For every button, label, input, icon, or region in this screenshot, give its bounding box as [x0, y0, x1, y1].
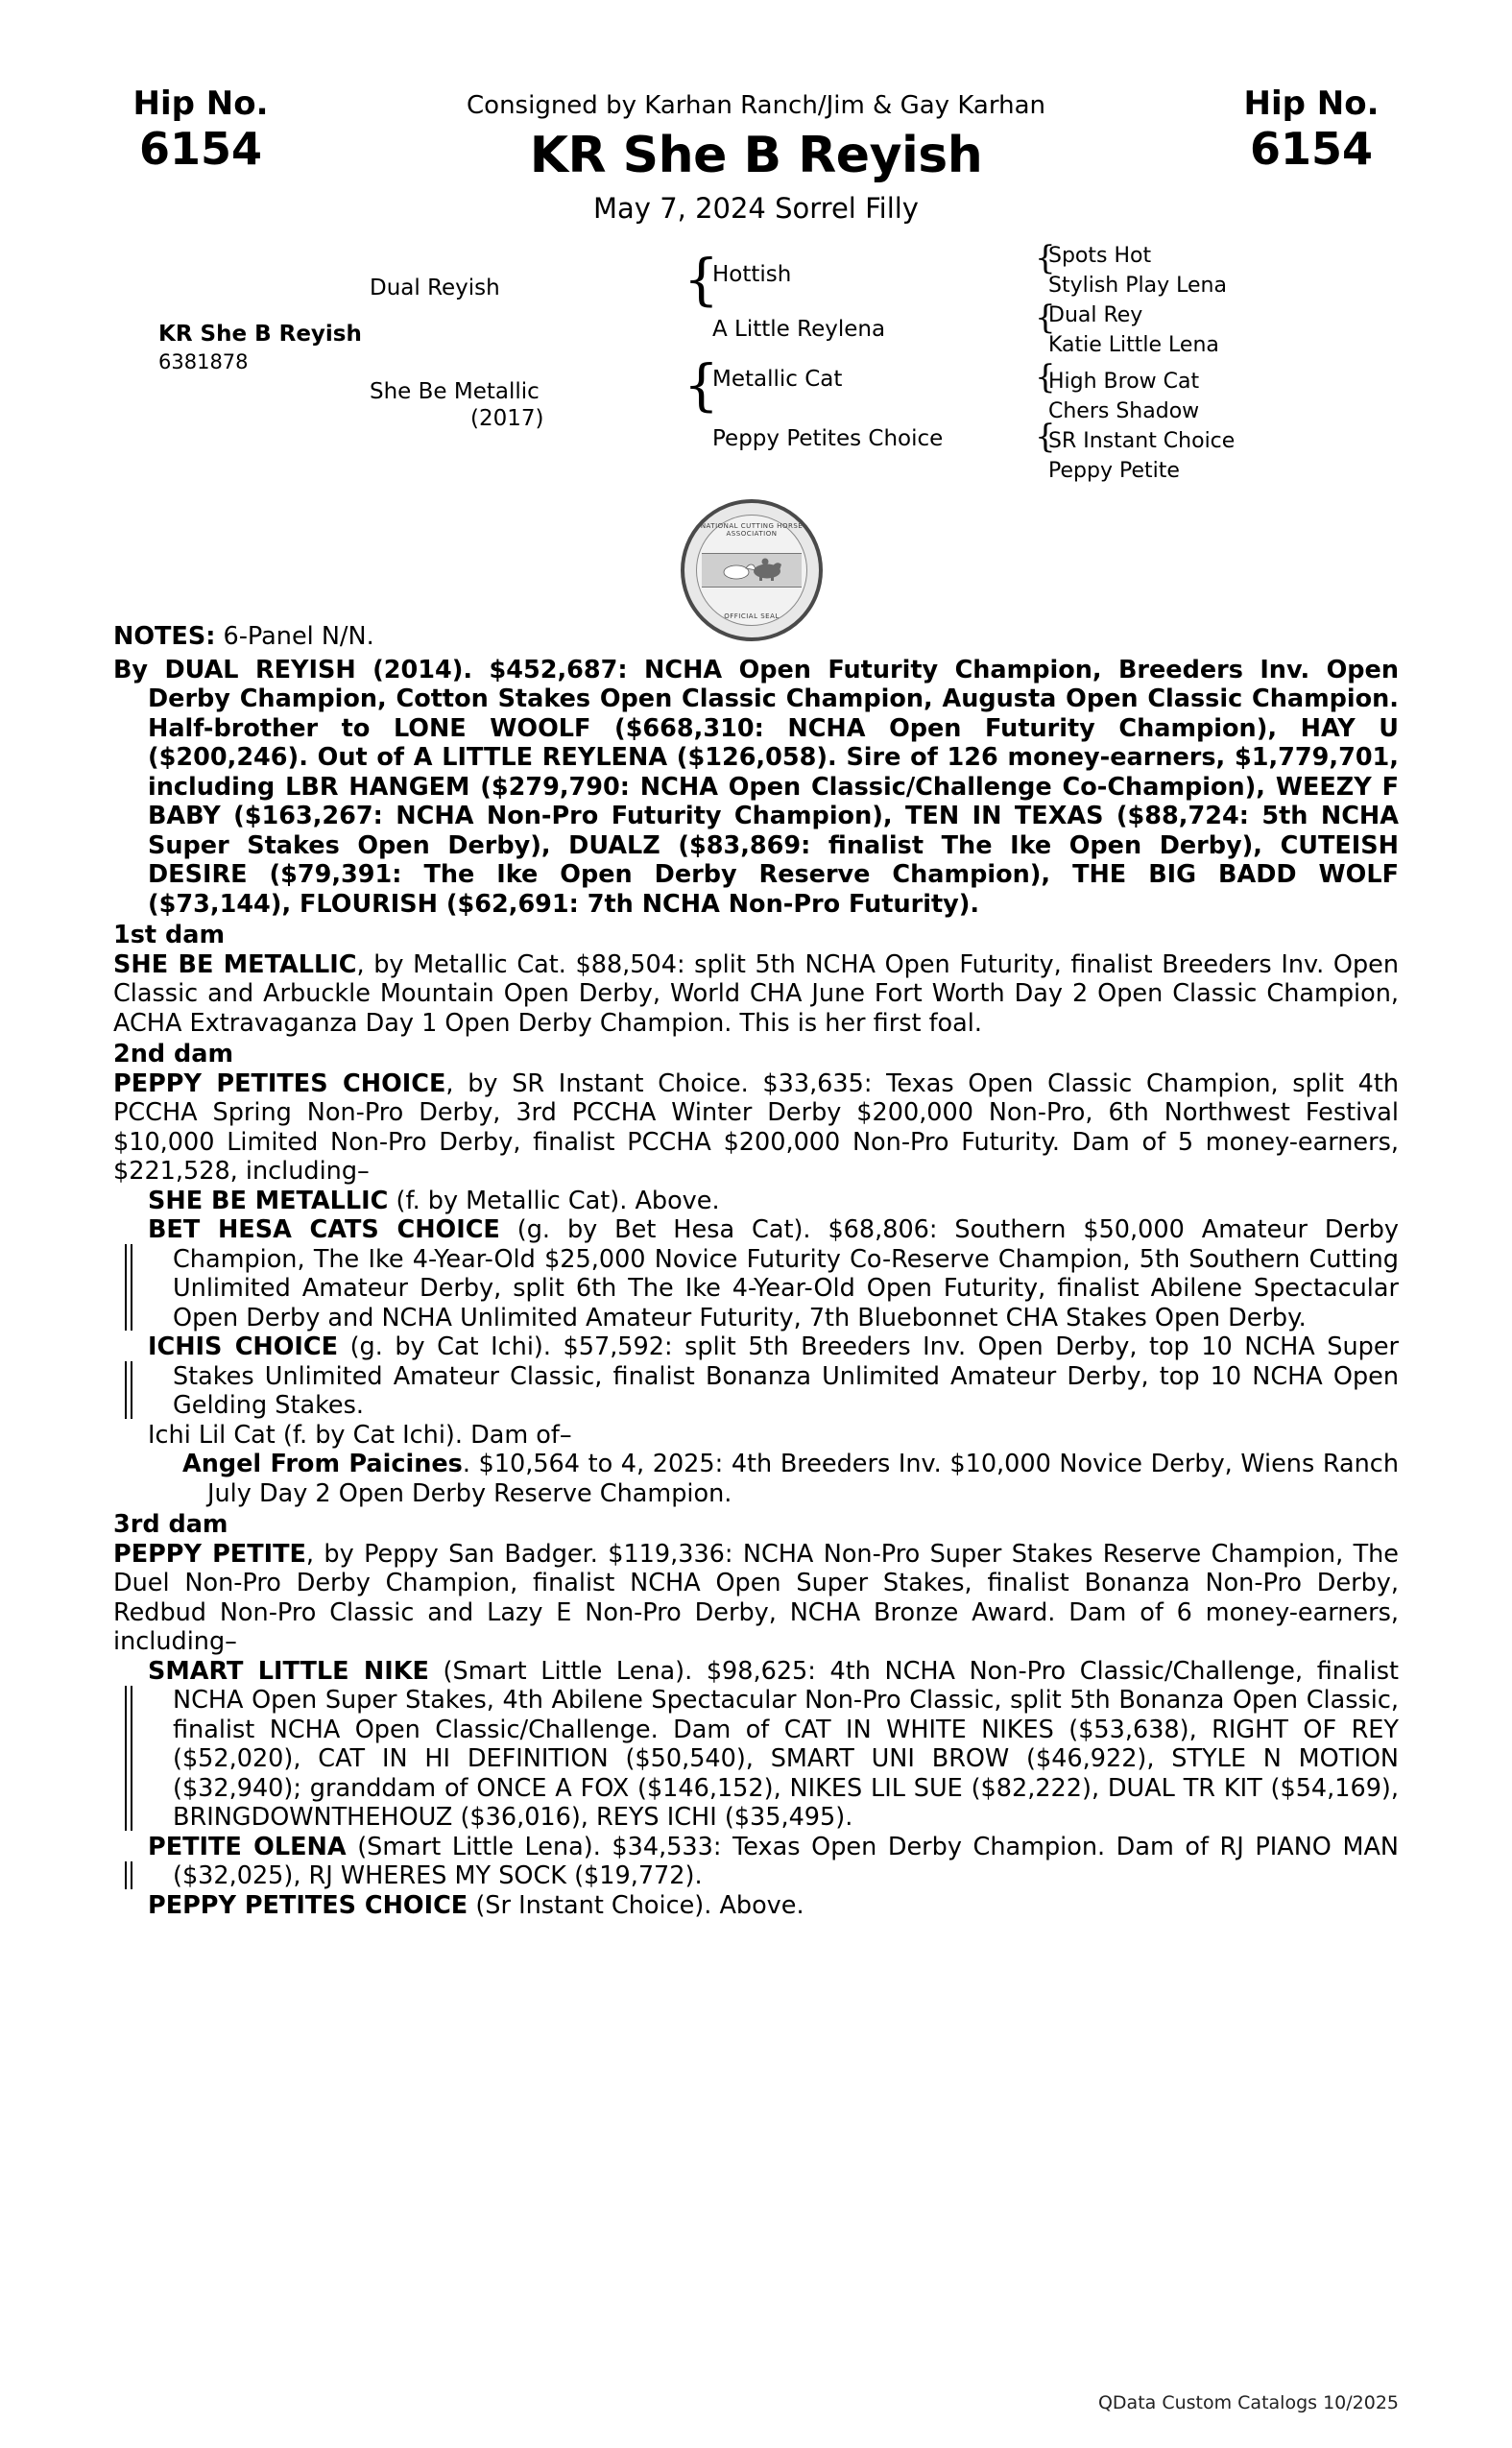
list-item [148, 1215, 1399, 1332]
brace-sire: { [684, 247, 719, 312]
hip-number-left: 6154 [138, 123, 263, 175]
brace-g3-1: { [1035, 239, 1056, 277]
sire-paragraph: By DUAL REYISH (2014). $452,687: NCHA Open Futurity Champion, Breeders Inv. Open Derby Champion, Cotton Stakes Open Classic Champion, Augusta Open Classic Champion. Half-brother to LONE WOOLF ($668,310: NCHA Open Futurity Champion), HAY U ($200,246). Out of A LITTLE REYLENA ($126,058). Sire of 126 money-earners, $1,779,701, including LBR HANGEM ($279,790: NCHA Open Classic/Challenge Co-Champion), WEEZY F BABY ($163,267: NCHA Non-Pro Futurity Champion), TEN IN TEXAS ($88,724: 5th NCHA Super Stakes Open Derby), DUALZ ($83,869: finalist The Ike Open Derby), CUTEISH DESIRE ($79,391: The Ike Open Derby Reserve Champion), THE BIG BADD WOLF ($73,144), FLOURISH ($62,691: 7th NCHA Non-Pro Futurity). [113, 655, 1399, 919]
list-item [148, 1833, 1399, 1891]
list-item [148, 1421, 1399, 1451]
pedigree-dam-year: (2017) [470, 406, 544, 431]
pedigree-chart [0, 230, 1512, 490]
dam2-text: , by SR Instant Choice. $33,635: Texas Open Classic Champion, split 4th PCCHA Spring Non-Pro Derby, 3rd PCCHA Winter Derby $200,000 Non-Pro, 6th Northwest Festival $10,000 Limited Non-Pro Derby, finalist PCCHA $200,000 Non-Pro Futurity. Dam of 5 money-earners, $221,528, including– [113, 1068, 1400, 1186]
progeny-name: BET HESA CATS CHOICE [148, 1215, 500, 1244]
progeny-name: PEPPY PETITES CHOICE [148, 1890, 468, 1920]
sibling-bar [125, 1361, 132, 1419]
seal-top-text: NATIONAL CUTTING HORSE ASSOCIATION [700, 522, 804, 538]
pedigree-g3-5: Chers Shadow [1048, 399, 1200, 423]
pedigree-self-reg: 6381878 [158, 350, 249, 373]
consignor-line: Consigned by Karhan Ranch/Jim & Gay Karhan [467, 91, 1045, 120]
brace-g3-4: { [1035, 418, 1056, 456]
pedigree-self-name: KR She B Reyish [158, 322, 362, 347]
dam3-paragraph [113, 1540, 1399, 1657]
pedigree-g3-0: Spots Hot [1048, 244, 1152, 268]
sibling-bar [125, 1244, 132, 1331]
progeny-name: PETITE OLENA [148, 1832, 347, 1861]
pedigree-g3-6: SR Instant Choice [1048, 429, 1236, 453]
pedigree-dam-sire: Metallic Cat [712, 367, 843, 392]
horse-and-rider-icon [717, 557, 786, 582]
notes-line [113, 622, 1399, 652]
dam3-heading: 3rd dam [113, 1510, 228, 1539]
progeny-text: . $10,564 to 4, 2025: 4th Breeders Inv. $10,000 Novice Derby, Wiens Ranch July Day 2 Open Derby Reserve Champion. [207, 1450, 1399, 1508]
brace-dam: { [684, 352, 719, 418]
dam2-paragraph [113, 1069, 1399, 1187]
progeny-text: (g. by Cat Ichi). $57,592: split 5th Breeders Inv. Open Derby, top 10 NCHA Super Stakes Unlimited Amateur Classic, finalist Bonanza Unlimited Amateur Derby, top 10 NCHA Open Gelding Stakes. [173, 1332, 1399, 1420]
progeny-name: Ichi Lil Cat [148, 1420, 276, 1450]
catalog-body [113, 622, 1399, 1920]
pedigree-g3-4: High Brow Cat [1048, 370, 1200, 394]
pedigree-dam-dam: Peppy Petites Choice [712, 426, 944, 451]
dam3-name: PEPPY PETITE [113, 1539, 306, 1569]
pedigree-sire-dam: A Little Reylena [712, 317, 886, 342]
pedigree-sire-sire: Hottish [712, 262, 792, 287]
dam1-paragraph [113, 950, 1399, 1039]
notes-label: NOTES: [113, 622, 216, 651]
pedigree-g3-2: Dual Rey [1048, 303, 1143, 327]
progeny-text: (Smart Little Lena). $98,625: 4th NCHA Non-Pro Classic/Challenge, finalist NCHA Open Super Stakes, 4th Abilene Spectacular Non-Pro Classic, split 5th Bonanza Open Classic, finalist NCHA Open Classic/Challenge. Dam of CAT IN WHITE NIKES ($53,638), RIGHT OF REY ($52,020), CAT IN HI DEFINITION ($50,540), SMART UNI BROW ($46,922), STYLE N MOTION ($32,940); granddam of ONCE A FOX ($146,152), NIKES LIL SUE ($82,222), DUAL TR KIT ($54,169), BRINGDOWNTHEHOUZ ($36,016), REYS ICHI ($35,495). [173, 1656, 1400, 1832]
list-item [182, 1450, 1399, 1508]
brace-g3-3: { [1035, 358, 1056, 396]
hip-label-right: Hip No. [1243, 84, 1380, 123]
progeny-text: (f. by Metallic Cat). Above. [388, 1186, 720, 1215]
list-item [148, 1657, 1399, 1833]
progeny-name: ICHIS CHOICE [148, 1332, 339, 1361]
pedigree-dam: She Be Metallic [370, 379, 540, 404]
page-title: KR She B Reyish [529, 127, 983, 184]
hip-number-right: 6154 [1249, 123, 1374, 175]
dam1-name: SHE BE METALLIC [113, 949, 357, 979]
sibling-bar [125, 1861, 132, 1889]
hip-label-left: Hip No. [132, 84, 269, 123]
progeny-name: Angel From Paicines [182, 1450, 463, 1478]
list-item [148, 1332, 1399, 1421]
list-item [148, 1891, 1399, 1921]
dam1-text: , by Metallic Cat. $88,504: split 5th NCHA Open Futurity, finalist Breeders Inv. Open Classic and Arbuckle Mountain Open Derby, World CHA June Fort Worth Day 2 Open Classic Champion, ACHA Extravaganza Day 1 Open Derby Champion. This is her first foal. [113, 949, 1399, 1038]
progeny-text: (Smart Little Lena). $34,533: Texas Open Derby Champion. Dam of RJ PIANO MAN ($32,025), RJ WHERES MY SOCK ($19,772). [173, 1832, 1399, 1890]
notes-value: 6-Panel N/N. [215, 622, 374, 651]
association-seal-icon [681, 499, 823, 641]
progeny-name: SHE BE METALLIC [148, 1186, 389, 1215]
seal-bottom-text: OFFICIAL SEAL [724, 612, 780, 620]
dam1-heading: 1st dam [113, 921, 226, 949]
pedigree-g3-1: Stylish Play Lena [1048, 274, 1227, 298]
pedigree-g3-7: Peppy Petite [1048, 459, 1180, 483]
progeny-text: (g. by Bet Hesa Cat). $68,806: Southern $50,000 Amateur Derby Champion, The Ike 4-Year-Old $25,000 Novice Futurity Co-Reserve Champion, 5th Southern Cutting Unlimited Amateur Derby, split 6th The Ike 4-Year-Old Open Futurity, finalist Abilene Spectacular Open Derby and NCHA Unlimited Amateur Futurity, 7th Bluebonnet CHA Stakes Open Derby. [173, 1215, 1400, 1332]
progeny-name: SMART LITTLE NIKE [148, 1656, 429, 1686]
footer-credit: QData Custom Catalogs 10/2025 [1097, 2392, 1399, 2413]
sibling-bar [125, 1686, 132, 1831]
progeny-text: (f. by Cat Ichi). Dam of– [275, 1420, 572, 1450]
progeny-text: (Sr Instant Choice). Above. [468, 1890, 804, 1920]
pedigree-g3-3: Katie Little Lena [1048, 333, 1219, 357]
dam2-heading: 2nd dam [113, 1040, 234, 1068]
page-header [0, 0, 1512, 225]
list-item [148, 1187, 1399, 1216]
brace-g3-2: { [1035, 299, 1056, 337]
pedigree-sire: Dual Reyish [370, 276, 500, 300]
dam3-text: , by Peppy San Badger. $119,336: NCHA Non-Pro Super Stakes Reserve Champion, The Duel Non-Pro Derby Champion, finalist NCHA Open Super Stakes, finalist Bonanza Non-Pro Derby, Redbud Non-Pro Classic and Lazy E Non-Pro Derby, NCHA Bronze Award. Dam of 6 money-earners, including– [113, 1539, 1399, 1656]
dam2-name: PEPPY PETITES CHOICE [113, 1068, 446, 1098]
horse-subtitle: May 7, 2024 Sorrel Filly [593, 192, 919, 225]
